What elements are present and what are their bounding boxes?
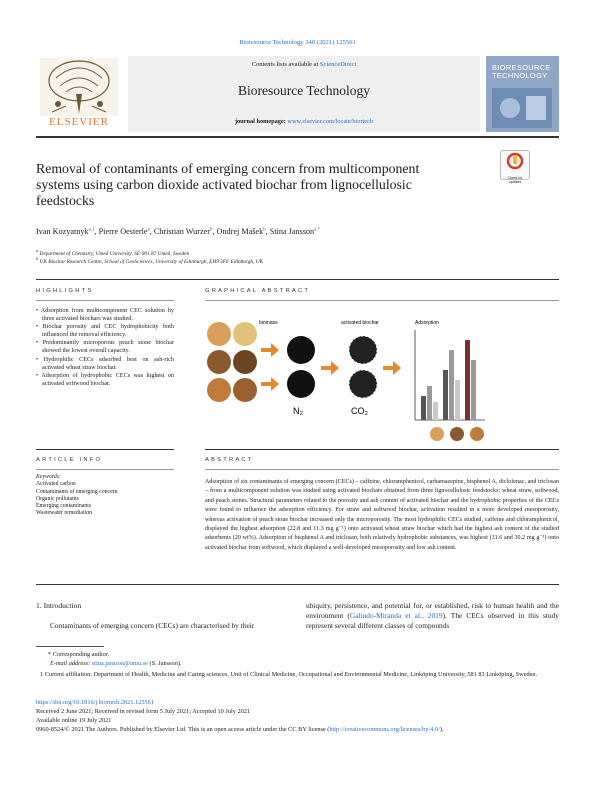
current-affiliation-note: 1 Current affiliation: Department of Health, Medicine and Caring sciences, Unit of Clinical Medicine, Occupational and Environmental Medicine, Linköping University, 581 83 Linköping, Sweden. <box>40 671 538 678</box>
homepage-link[interactable]: www.elsevier.com/locate/biortech <box>287 118 374 125</box>
keyword: Wastewater remediation <box>36 510 93 517</box>
cover-title: BIORESOURCE TECHNOLOGY <box>492 63 551 80</box>
doi-link[interactable]: https://doi.org/10.1016/j.biortech.2021.125561 <box>36 699 154 706</box>
article-info-heading: ARTICLE INFO <box>36 457 103 463</box>
intro-text: ubiquity, persistence, and potential for, or established, risk to human health and the environment ( <box>306 601 559 620</box>
intro-text: ). The CECs observed in this study represent several different classes of compounds <box>306 611 560 630</box>
highlights-heading: HIGHLIGHTS <box>36 288 94 294</box>
highlight-item: • Predominantly microporous peach stone biochar showed the lowest overall capacity. <box>36 339 174 355</box>
highlight-item: • Adsorption of hydrophobic CECs was highest on activated softwood biochar. <box>36 371 174 387</box>
citation-link[interactable]: Galindo-Miranda et al., 2019 <box>349 611 443 620</box>
available-online: Available online 19 July 2021 <box>36 717 112 724</box>
header-divider <box>36 136 559 138</box>
journal-cover[interactable] <box>486 56 559 132</box>
graphical-abstract-heading: GRAPHICAL ABSTRACT <box>205 288 311 294</box>
intro-paragraph-right <box>306 601 559 631</box>
footnote-rule <box>36 646 104 647</box>
article-info-underline <box>36 469 174 470</box>
license-line <box>36 726 559 735</box>
highlight-item: • Hydrophilic CECs adsorbed best on ash-rich activated wheat straw biochar. <box>36 355 174 371</box>
highlights-list <box>36 307 174 388</box>
author-sup: a,* <box>314 227 321 233</box>
highlight-item: • Adsorption from multicomponent CEC solution by three activated biochars was studied. <box>36 307 174 323</box>
corresponding-author-note: * Corresponding author. <box>48 651 110 658</box>
author[interactable]: Ondrej Mašek <box>216 227 264 236</box>
section-divider <box>36 279 559 280</box>
highlights-underline <box>36 300 174 301</box>
homepage-prefix: journal homepage: <box>234 118 286 125</box>
cover-image-icon <box>492 88 552 128</box>
license-link[interactable]: http://creativecommons.org/licenses/by/4.0/ <box>329 726 440 733</box>
abstract-text: Adsorption of six contaminants of emerging concern (CECs) – caffeine, chloramphenicol, carbamazepine, bisphenol A, diclofenac, and triclosan – from a multicomponent solution was studied using activated biochars obtained from three lignocellulosic feedstocks: wheat straw, softwood, and peach stones. Structural parameters related to the porosity and ash content of activated biochar and the hydrophobic properties of the CECs were found to influence the adsorption efficiency. For straw and softwood biochar, activation resulted in a more developed mesoporosity, whereas activation of peach stone biochar increased only the microporosity. The most hydrophilic CECs studied, caffeine and chloramphenicol, displayed the highest adsorption (22.8 and 11.3 mg g⁻¹) onto activated wheat straw biochar which had the highest ash content of the studied adsorbents (20 wt%). Adsorption of bisphenol A and triclosan, both relatively hydrophobic substances, was highest (31.6 and 30.2 mg g⁻¹) onto activated biochar from softwood, which displayed a well-developed mesoporosity and low ash content. <box>205 479 559 551</box>
received-dates: Received 2 June 2021; Received in revised form 5 July 2021; Accepted 10 July 2021 <box>36 708 251 715</box>
email-note <box>36 660 573 669</box>
author[interactable]: Christian Wurzer <box>153 227 210 236</box>
section-heading-introduction: 1. Introduction <box>36 601 82 610</box>
elsevier-wordmark: ELSEVIER <box>49 116 109 128</box>
abstract-underline <box>205 469 559 470</box>
license-text: 0960-8524/© 2021 The Authors. Published by Elsevier Ltd. This is an open access article under the CC BY license ( <box>36 726 330 733</box>
affiliation-sup: a <box>36 248 39 253</box>
graphical-abstract-icon <box>205 310 560 450</box>
elsevier-logo[interactable] <box>36 56 122 132</box>
keywords-block <box>36 474 118 518</box>
author[interactable]: Stina Jansson <box>269 227 315 236</box>
article-title: Removal of contaminants of emerging concern from multicomponent systems using carbon dioxide activated biochar from lignocellulosic feedstocks <box>36 161 420 208</box>
author-sup: a,1 <box>88 227 95 233</box>
journal-title: Bioresource Technology <box>238 83 370 98</box>
ga-adsorption-label: Adsorption <box>415 320 439 326</box>
abstract-end-divider <box>36 584 559 585</box>
affiliation-text: UK Biochar Research Centre, School of GeoSciences, University of Edinburgh, EH9 3FF Edinburgh, UK <box>39 258 264 265</box>
check-for-updates-button[interactable] <box>500 150 530 184</box>
author[interactable]: Ivan Kozyatnyk <box>36 227 89 236</box>
homepage-line <box>128 118 480 125</box>
keyword: Activated carbon <box>36 481 76 488</box>
author-sup: a <box>147 227 150 233</box>
keyword: Contaminants of emerging concern <box>36 488 118 495</box>
author-list: Ivan Kozyatnyk$^{a,1}$, Pierre Oesterle$^a$, Christian Wurzer$^b$, Ondrej Mašek$^b$, Stina Jansson$^{a,*}$ <box>36 227 321 236</box>
ga-activated-label: activated biochar <box>341 320 379 326</box>
ga-underline <box>205 300 559 301</box>
keyword: Emerging contaminants <box>36 503 92 510</box>
license-text-end: ). <box>439 726 444 733</box>
journal-header <box>128 56 480 132</box>
check-updates-label: Check for updates <box>507 176 523 184</box>
author-sup: b <box>209 227 213 233</box>
affiliation-text: Department of Chemistry, Umeå University, SE-901 87 Umeå, Sweden <box>39 250 190 257</box>
article-info-divider <box>36 449 174 450</box>
highlight-item: • Biochar porosity and CEC hydrophobicity both influenced the removal efficiency. <box>36 323 174 339</box>
ga-n2-label: N₂ <box>293 406 303 416</box>
email-label: E-mail address: <box>50 660 91 667</box>
graphical-abstract-figure[interactable] <box>205 310 560 450</box>
keyword: Organic pollutants <box>36 495 79 502</box>
contents-prefix: Contents lists available at <box>251 61 319 68</box>
abstract-heading: ABSTRACT <box>205 457 254 463</box>
abstract-divider <box>205 449 559 450</box>
email-suffix: (S. Jansson). <box>149 660 182 667</box>
intro-paragraph: Contaminants of emerging concern (CECs) are characterised by their <box>50 621 255 630</box>
sciencedirect-link[interactable]: ScienceDirect <box>319 61 357 68</box>
author-sup: b <box>263 227 266 233</box>
journal-reference[interactable]: Bioresource Technology 340 (2021) 125561 <box>239 39 356 46</box>
ga-co2-label: CO₂ <box>351 406 368 416</box>
email-link[interactable]: stina.jansson@umu.se <box>91 660 148 667</box>
check-updates-icon <box>501 151 529 171</box>
affiliation <box>36 256 556 265</box>
keywords-label: Keywords: <box>36 474 61 480</box>
ga-biomass-label: biomass <box>259 320 278 326</box>
author[interactable]: Pierre Oesterle <box>98 227 148 236</box>
affiliation-sup: b <box>36 256 39 261</box>
contents-line <box>128 61 480 68</box>
